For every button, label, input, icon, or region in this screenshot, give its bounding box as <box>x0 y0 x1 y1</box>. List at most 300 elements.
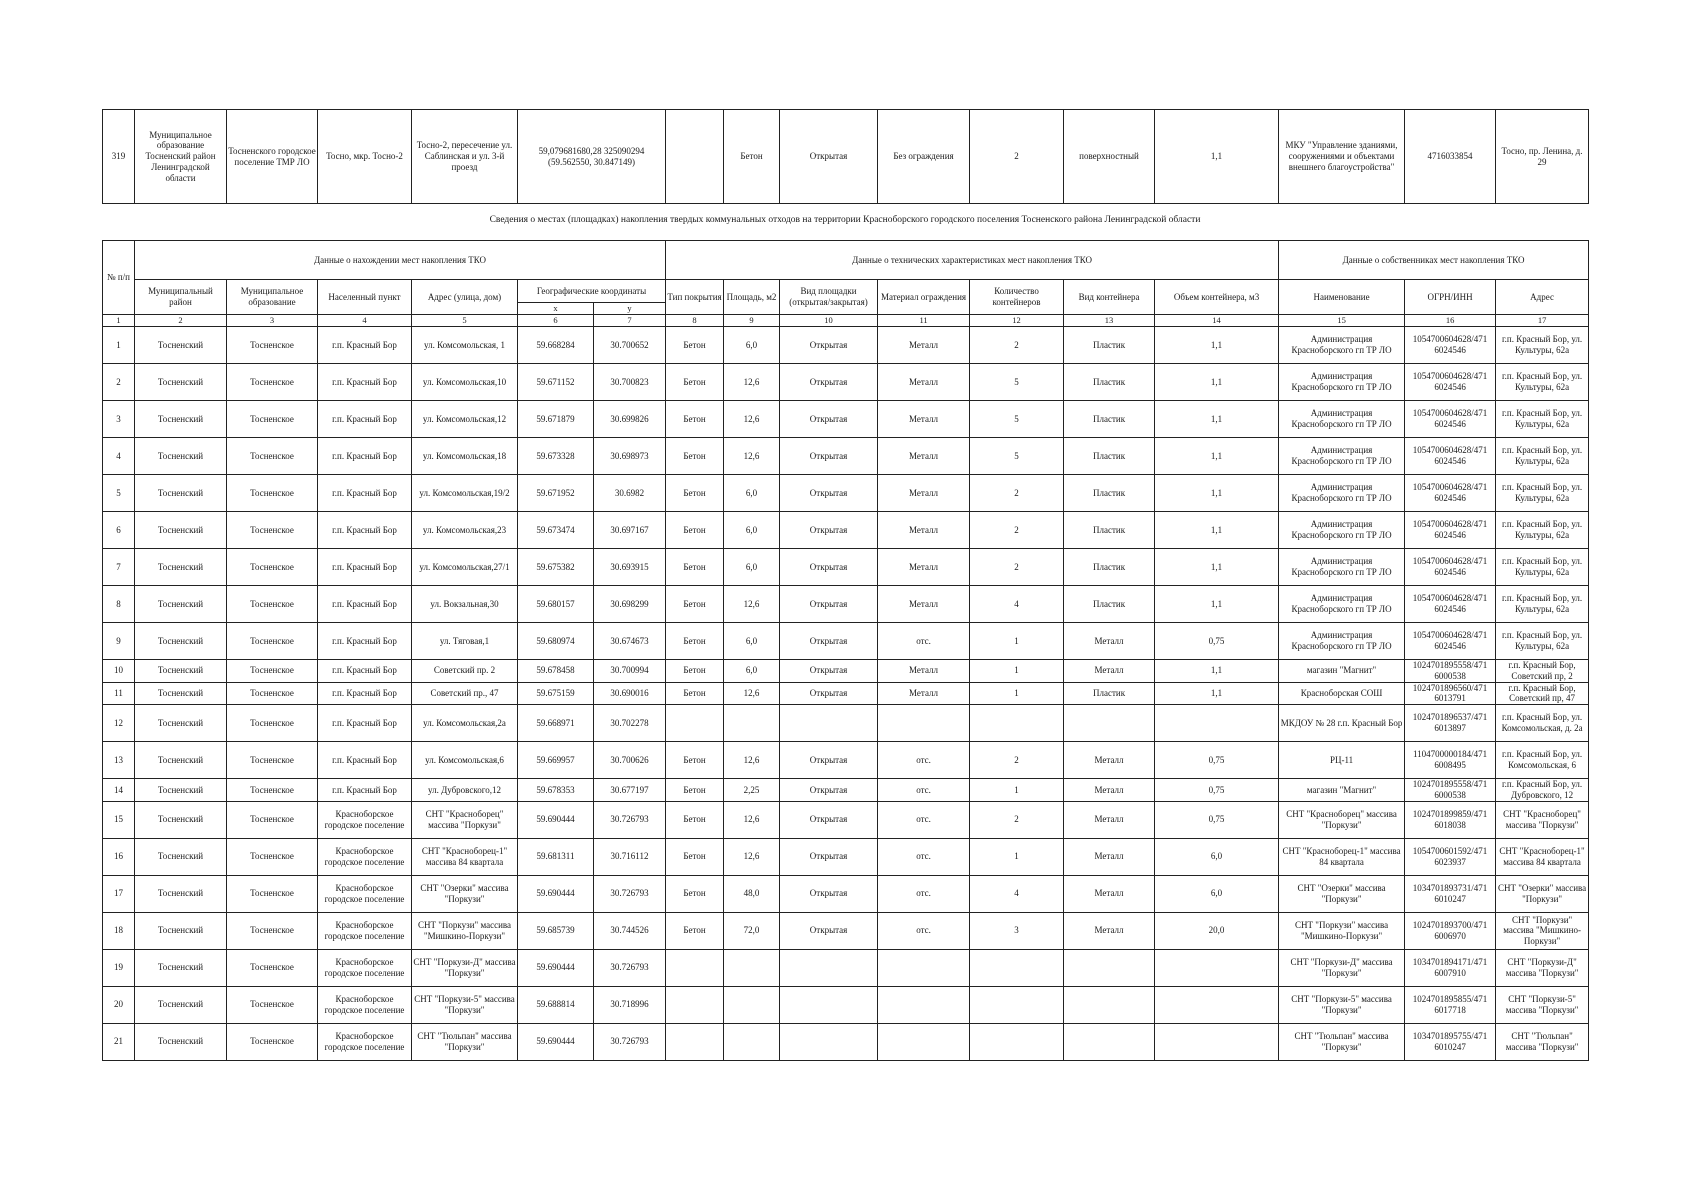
table-cell: 1054700604628/471 6024546 <box>1405 475 1496 512</box>
table-cell: Бетон <box>666 912 724 949</box>
table-cell: РЦ-11 <box>1279 742 1405 779</box>
table-cell: 1,1 <box>1155 327 1279 364</box>
table-cell: Металл <box>878 586 970 623</box>
header-col: Объем контейнера, м3 <box>1155 280 1279 315</box>
table-cell <box>878 949 970 986</box>
table-cell: Пластик <box>1064 586 1155 623</box>
table-cell: 1054700604628/471 6024546 <box>1405 401 1496 438</box>
table-cell: г.п. Красный Бор <box>318 327 412 364</box>
table-cell: Администрация Красноборского гп ТР ЛО <box>1279 586 1405 623</box>
column-number: 15 <box>1279 315 1405 327</box>
header-col: Количество контейнеров <box>970 280 1064 315</box>
table-cell: 12 <box>103 705 135 742</box>
table-cell: отс. <box>878 912 970 949</box>
table-cell: Тосненский <box>135 401 227 438</box>
table-cell <box>666 705 724 742</box>
column-number: 14 <box>1155 315 1279 327</box>
table-cell: Тосненское <box>227 912 318 949</box>
table-cell: Металл <box>878 475 970 512</box>
column-number: 5 <box>412 315 518 327</box>
table-cell: Тосненское <box>227 838 318 875</box>
top-cell: Бетон <box>724 110 780 204</box>
header-group-technical: Данные о технических характеристиках мест накопления ТКО <box>666 241 1279 280</box>
header-col: Материал ограждения <box>878 280 970 315</box>
table-cell: г.п. Красный Бор <box>318 549 412 586</box>
table-cell <box>1155 705 1279 742</box>
table-cell: Тосненский <box>135 682 227 705</box>
table-cell: 2 <box>970 475 1064 512</box>
table-cell: 59.669957 <box>518 742 594 779</box>
table-cell: 59.673474 <box>518 512 594 549</box>
table-cell: Открытая <box>780 623 878 660</box>
table-cell: Бетон <box>666 682 724 705</box>
table-cell: Металл <box>878 438 970 475</box>
table-cell: 12,6 <box>724 682 780 705</box>
table-cell: Красноборская СОШ <box>1279 682 1405 705</box>
table-cell: Металл <box>1064 838 1155 875</box>
table-cell: Тосненское <box>227 512 318 549</box>
table-cell: Бетон <box>666 660 724 683</box>
table-cell: г.п. Красный Бор <box>318 742 412 779</box>
table-cell: Тосненский <box>135 623 227 660</box>
table-cell: 1054700604628/471 6024546 <box>1405 512 1496 549</box>
table-cell: 8 <box>103 586 135 623</box>
table-row <box>103 549 1589 586</box>
table-cell: 1,1 <box>1155 660 1279 683</box>
table-cell: СНТ "Тюльпан" массива "Поркузи" <box>1279 1023 1405 1060</box>
table-cell: ул. Комсомольская,19/2 <box>412 475 518 512</box>
top-cell: 59,079681680,28 325090294 (59.562550, 30.847149) <box>518 110 666 204</box>
header-col: Наименование <box>1279 280 1405 315</box>
table-row <box>103 623 1589 660</box>
table-cell: СНТ "Тюльпан" массива "Поркузи" <box>412 1023 518 1060</box>
table-cell <box>724 1023 780 1060</box>
table-cell: Тосненский <box>135 586 227 623</box>
table-cell: магазин "Магнит" <box>1279 660 1405 683</box>
table-cell: СНТ "Поркузи-Д" массива "Поркузи" <box>1496 949 1589 986</box>
column-number: 3 <box>227 315 318 327</box>
table-cell: 1054700604628/471 6024546 <box>1405 586 1496 623</box>
table-cell: 5 <box>103 475 135 512</box>
top-cell: Тосно-2, пересечение ул. Саблинская и ул. 3-й проезд <box>412 110 518 204</box>
table-cell: Бетон <box>666 549 724 586</box>
table-cell: г.п. Красный Бор, ул. Культуры, 62а <box>1496 549 1589 586</box>
table-cell: 59.668284 <box>518 327 594 364</box>
table-cell: 1,1 <box>1155 682 1279 705</box>
column-number: 12 <box>970 315 1064 327</box>
header-group-owners: Данные о собственниках мест накопления ТКО <box>1279 241 1589 280</box>
table-cell: 6,0 <box>724 549 780 586</box>
table-cell: 1054700604628/471 6024546 <box>1405 327 1496 364</box>
header-col: Площадь, м2 <box>724 280 780 315</box>
table-cell: 1024701896560/471 6013791 <box>1405 682 1496 705</box>
table-row <box>103 912 1589 949</box>
table-cell: Тосненское <box>227 475 318 512</box>
table-cell: 1 <box>970 838 1064 875</box>
table-cell: 1024701895558/471 6000538 <box>1405 779 1496 802</box>
section-caption: Сведения о местах (площадках) накопления твердых коммунальных отходов на территории Красноборского городского поселения Тосненского района Ленинградской области <box>489 215 1201 225</box>
table-cell: 1,1 <box>1155 586 1279 623</box>
table-cell: Открытая <box>780 838 878 875</box>
table-cell: ул. Комсомольская,23 <box>412 512 518 549</box>
table-cell: г.п. Красный Бор <box>318 623 412 660</box>
table-cell: Тосненский <box>135 705 227 742</box>
table-cell: Открытая <box>780 660 878 683</box>
column-number: 17 <box>1496 315 1589 327</box>
table-row <box>103 586 1589 623</box>
table-cell: г.п. Красный Бор <box>318 779 412 802</box>
table-cell: Тосненское <box>227 875 318 912</box>
table-cell <box>780 705 878 742</box>
table-cell: отс. <box>878 742 970 779</box>
table-cell: г.п. Красный Бор, ул. Дубровского, 12 <box>1496 779 1589 802</box>
table-cell <box>780 986 878 1023</box>
table-cell: Администрация Красноборского гп ТР ЛО <box>1279 623 1405 660</box>
top-cell: Тосно, пр. Ленина, д. 29 <box>1496 110 1589 204</box>
table-cell: СНТ "Красноборец-1" массива 84 квартала <box>412 838 518 875</box>
table-cell: Тосненский <box>135 364 227 401</box>
table-cell: Открытая <box>780 779 878 802</box>
table-cell: 12,6 <box>724 586 780 623</box>
top-cell: 1,1 <box>1155 110 1279 204</box>
table-cell: г.п. Красный Бор <box>318 475 412 512</box>
table-cell: Администрация Красноборского гп ТР ЛО <box>1279 512 1405 549</box>
table-cell <box>1155 986 1279 1023</box>
table-cell: г.п. Красный Бор, ул. Культуры, 62а <box>1496 512 1589 549</box>
table-cell <box>724 949 780 986</box>
table-cell: Тосненское <box>227 586 318 623</box>
header-col: Географические координаты <box>518 280 666 303</box>
table-cell: Металл <box>1064 742 1155 779</box>
table-cell: 30.716112 <box>594 838 666 875</box>
table-cell <box>724 705 780 742</box>
table-cell: Пластик <box>1064 475 1155 512</box>
top-cell: Тосно, мкр. Тосно-2 <box>318 110 412 204</box>
table-cell: 2 <box>970 549 1064 586</box>
table-cell: 30.700823 <box>594 364 666 401</box>
waste-sites-table <box>102 240 1589 1061</box>
table-cell: 5 <box>970 401 1064 438</box>
column-number: 4 <box>318 315 412 327</box>
column-number: 7 <box>594 315 666 327</box>
table-cell <box>970 949 1064 986</box>
table-cell: 6,0 <box>1155 838 1279 875</box>
top-cell: МКУ "Управление зданиями, сооружениями и объектами внешнего благоустройства" <box>1279 110 1405 204</box>
column-number: 6 <box>518 315 594 327</box>
table-cell: отс. <box>878 838 970 875</box>
header-col: Муниципальный район <box>135 280 227 315</box>
table-cell <box>970 1023 1064 1060</box>
top-cell: Муниципальное образование Тосненский район Ленинградской области <box>135 110 227 204</box>
table-cell: 1024701896537/471 6013897 <box>1405 705 1496 742</box>
table-cell: Тосненский <box>135 327 227 364</box>
table-row <box>103 682 1589 705</box>
table-cell: 59.681311 <box>518 838 594 875</box>
header-num: № п/п <box>103 241 135 315</box>
table-cell: Тосненский <box>135 549 227 586</box>
table-cell: Тосненский <box>135 512 227 549</box>
table-cell: СНТ "Тюльпан" массива "Поркузи" <box>1496 1023 1589 1060</box>
table-cell: СНТ "Поркузи-5" массива "Поркузи" <box>1496 986 1589 1023</box>
table-cell: отс. <box>878 779 970 802</box>
table-cell: Тосненское <box>227 549 318 586</box>
table-cell: 6,0 <box>1155 875 1279 912</box>
table-cell: 20,0 <box>1155 912 1279 949</box>
table-cell: Администрация Красноборского гп ТР ЛО <box>1279 438 1405 475</box>
table-cell: 2 <box>970 801 1064 838</box>
table-row <box>103 660 1589 683</box>
table-cell: Тосненский <box>135 475 227 512</box>
table-cell: г.п. Красный Бор, ул. Культуры, 62а <box>1496 475 1589 512</box>
table-row <box>103 949 1589 986</box>
top-cell <box>666 110 724 204</box>
table-cell: СНТ "Поркузи-Д" массива "Поркузи" <box>1279 949 1405 986</box>
table-cell: 4 <box>970 586 1064 623</box>
table-cell: Пластик <box>1064 549 1155 586</box>
column-number: 1 <box>103 315 135 327</box>
table-cell: 30.674673 <box>594 623 666 660</box>
table-cell: 0,75 <box>1155 623 1279 660</box>
table-cell <box>724 986 780 1023</box>
table-row <box>103 875 1589 912</box>
table-cell: Открытая <box>780 475 878 512</box>
table-cell: Красноборское городское поселение <box>318 986 412 1023</box>
table-cell: 59.671952 <box>518 475 594 512</box>
table-cell: 59.678458 <box>518 660 594 683</box>
header-groups-row <box>103 241 1589 280</box>
header-col: Адрес (улица, дом) <box>412 280 518 315</box>
table-cell: 13 <box>103 742 135 779</box>
table-cell: 1,1 <box>1155 549 1279 586</box>
table-row <box>103 838 1589 875</box>
table-cell: Красноборское городское поселение <box>318 875 412 912</box>
table-cell: 30.677197 <box>594 779 666 802</box>
table-cell: 14 <box>103 779 135 802</box>
table-cell: Металл <box>1064 660 1155 683</box>
table-cell: Администрация Красноборского гп ТР ЛО <box>1279 401 1405 438</box>
table-cell: Бетон <box>666 779 724 802</box>
table-cell: отс. <box>878 875 970 912</box>
table-cell: 30.690016 <box>594 682 666 705</box>
table-cell: Металл <box>1064 912 1155 949</box>
table-row <box>103 364 1589 401</box>
table-cell <box>878 705 970 742</box>
table-cell: 1054700604628/471 6024546 <box>1405 549 1496 586</box>
table-cell: 1034701893731/471 6010247 <box>1405 875 1496 912</box>
table-cell: 30.726793 <box>594 801 666 838</box>
table-row <box>103 779 1589 802</box>
table-cell: Тосненский <box>135 801 227 838</box>
table-cell: Бетон <box>666 364 724 401</box>
table-cell: 6 <box>103 512 135 549</box>
table-cell <box>1155 1023 1279 1060</box>
table-row <box>103 512 1589 549</box>
table-cell: 3 <box>103 401 135 438</box>
table-row <box>103 801 1589 838</box>
table-row <box>103 401 1589 438</box>
table-cell: 1034701895755/471 6010247 <box>1405 1023 1496 1060</box>
table-row <box>103 327 1589 364</box>
table-cell: 12,6 <box>724 364 780 401</box>
table-cell: 1024701895558/471 6000538 <box>1405 660 1496 683</box>
table-cell: ул. Дубровского,12 <box>412 779 518 802</box>
table-cell: отс. <box>878 623 970 660</box>
table-cell <box>970 986 1064 1023</box>
table-cell: Открытая <box>780 364 878 401</box>
table-cell: г.п. Красный Бор <box>318 438 412 475</box>
table-cell: г.п. Красный Бор, ул. Культуры, 62а <box>1496 438 1589 475</box>
table-cell: Тосненское <box>227 949 318 986</box>
table-cell: 30.702278 <box>594 705 666 742</box>
table-cell: г.п. Красный Бор, ул. Комсомольская, д. 2а <box>1496 705 1589 742</box>
table-row <box>103 1023 1589 1060</box>
table-cell: Открытая <box>780 742 878 779</box>
table-cell: Администрация Красноборского гп ТР ЛО <box>1279 327 1405 364</box>
table-cell: 30.698973 <box>594 438 666 475</box>
table-cell: г.п. Красный Бор, ул. Культуры, 62а <box>1496 586 1589 623</box>
table-cell: Тосненское <box>227 401 318 438</box>
table-cell <box>666 986 724 1023</box>
table-cell: 10 <box>103 660 135 683</box>
table-cell: 59.690444 <box>518 949 594 986</box>
table-cell: 59.675159 <box>518 682 594 705</box>
table-cell: 59.675382 <box>518 549 594 586</box>
column-number: 13 <box>1064 315 1155 327</box>
table-cell: Администрация Красноборского гп ТР ЛО <box>1279 475 1405 512</box>
table-cell: Металл <box>878 549 970 586</box>
table-cell: СНТ "Красноборец" массива "Поркузи" <box>1279 801 1405 838</box>
table-cell: Тосненское <box>227 801 318 838</box>
table-cell: Металл <box>878 364 970 401</box>
table-cell: 30.726793 <box>594 949 666 986</box>
table-cell: Открытая <box>780 912 878 949</box>
table-cell: Тосненский <box>135 912 227 949</box>
column-number: 11 <box>878 315 970 327</box>
table-cell: 59.688814 <box>518 986 594 1023</box>
table-cell: г.п. Красный Бор <box>318 512 412 549</box>
table-cell: 1,1 <box>1155 512 1279 549</box>
table-cell: 59.671879 <box>518 401 594 438</box>
table-cell: Тосненское <box>227 438 318 475</box>
table-cell: Администрация Красноборского гп ТР ЛО <box>1279 549 1405 586</box>
table-cell <box>970 705 1064 742</box>
table-cell: 2,25 <box>724 779 780 802</box>
header-coord-x: x <box>518 303 594 315</box>
header-col: ОГРН/ИНН <box>1405 280 1496 315</box>
table-cell: Администрация Красноборского гп ТР ЛО <box>1279 364 1405 401</box>
table-cell: СНТ "Поркузи" массива "Мишкино-Поркузи" <box>1496 912 1589 949</box>
table-cell: ул. Комсомольская,18 <box>412 438 518 475</box>
table-cell: Тосненское <box>227 682 318 705</box>
table-cell: г.п. Красный Бор <box>318 364 412 401</box>
table-cell: 59.690444 <box>518 801 594 838</box>
table-cell: Тосненский <box>135 986 227 1023</box>
table-cell: 59.678353 <box>518 779 594 802</box>
column-number: 16 <box>1405 315 1496 327</box>
table-cell: СНТ "Красноборец-1" массива 84 квартала <box>1496 838 1589 875</box>
table-cell: Тосненское <box>227 660 318 683</box>
table-cell: 6,0 <box>724 660 780 683</box>
table-cell: 48,0 <box>724 875 780 912</box>
table-cell: г.п. Красный Бор <box>318 586 412 623</box>
table-cell: Бетон <box>666 875 724 912</box>
table-cell <box>780 949 878 986</box>
table-cell: Тосненское <box>227 623 318 660</box>
table-cell: 2 <box>970 327 1064 364</box>
table-cell: Бетон <box>666 801 724 838</box>
table-cell: Тосненское <box>227 327 318 364</box>
table-cell: г.п. Красный Бор <box>318 401 412 438</box>
table-cell: Металл <box>1064 875 1155 912</box>
header-col: Вид контейнера <box>1064 280 1155 315</box>
table-cell: 30.699826 <box>594 401 666 438</box>
header-group-location: Данные о нахождении мест накопления ТКО <box>135 241 666 280</box>
table-cell: 21 <box>103 1023 135 1060</box>
table-cell <box>878 986 970 1023</box>
table-cell: 6,0 <box>724 327 780 364</box>
table-cell: Тосненское <box>227 742 318 779</box>
table-cell: 1,1 <box>1155 401 1279 438</box>
top-cell: 319 <box>103 110 135 204</box>
table-cell: 1054700604628/471 6024546 <box>1405 438 1496 475</box>
table-cell: Пластик <box>1064 682 1155 705</box>
table-cell: СНТ "Поркузи" массива "Мишкино-Поркузи" <box>412 912 518 949</box>
table-cell: Советский пр., 47 <box>412 682 518 705</box>
table-cell: Бетон <box>666 401 724 438</box>
table-cell: Металл <box>1064 801 1155 838</box>
table-cell <box>1064 1023 1155 1060</box>
table-cell: 59.671152 <box>518 364 594 401</box>
table-cell: Бетон <box>666 742 724 779</box>
table-cell: ул. Комсомольская,6 <box>412 742 518 779</box>
table-cell: Тосненский <box>135 1023 227 1060</box>
table-row <box>103 475 1589 512</box>
table-cell: ул. Комсомольская, 1 <box>412 327 518 364</box>
table-cell: СНТ "Поркузи-5" массива "Поркузи" <box>412 986 518 1023</box>
table-cell: 1 <box>103 327 135 364</box>
column-number: 9 <box>724 315 780 327</box>
table-cell: 3 <box>970 912 1064 949</box>
table-cell: Тосненский <box>135 742 227 779</box>
table-cell: Тосненский <box>135 949 227 986</box>
table-cell: 4 <box>103 438 135 475</box>
table-cell: 12,6 <box>724 438 780 475</box>
table-cell: Пластик <box>1064 401 1155 438</box>
table-cell: 1 <box>970 660 1064 683</box>
table-cell: 1 <box>970 779 1064 802</box>
table-cell: СНТ "Красноборец" массива "Поркузи" <box>1496 801 1589 838</box>
table-cell <box>1064 705 1155 742</box>
table-cell: СНТ "Красноборец-1" массива 84 квартала <box>1279 838 1405 875</box>
table-cell: 6,0 <box>724 512 780 549</box>
table-cell: Открытая <box>780 682 878 705</box>
header-columns-row <box>103 280 1589 303</box>
table-cell: 15 <box>103 801 135 838</box>
header-col: Адрес <box>1496 280 1589 315</box>
table-cell: Открытая <box>780 801 878 838</box>
table-cell: Металл <box>1064 779 1155 802</box>
table-cell: 72,0 <box>724 912 780 949</box>
table-cell <box>878 1023 970 1060</box>
table-cell: 30.698299 <box>594 586 666 623</box>
table-cell: г.п. Красный Бор, Советский пр, 47 <box>1496 682 1589 705</box>
table-cell <box>666 949 724 986</box>
table-cell: г.п. Красный Бор, Советский пр, 2 <box>1496 660 1589 683</box>
table-cell: 59.685739 <box>518 912 594 949</box>
top-cell: Без ограждения <box>878 110 970 204</box>
table-cell: СНТ "Красноборец" массива "Поркузи" <box>412 801 518 838</box>
table-cell: 59.680157 <box>518 586 594 623</box>
